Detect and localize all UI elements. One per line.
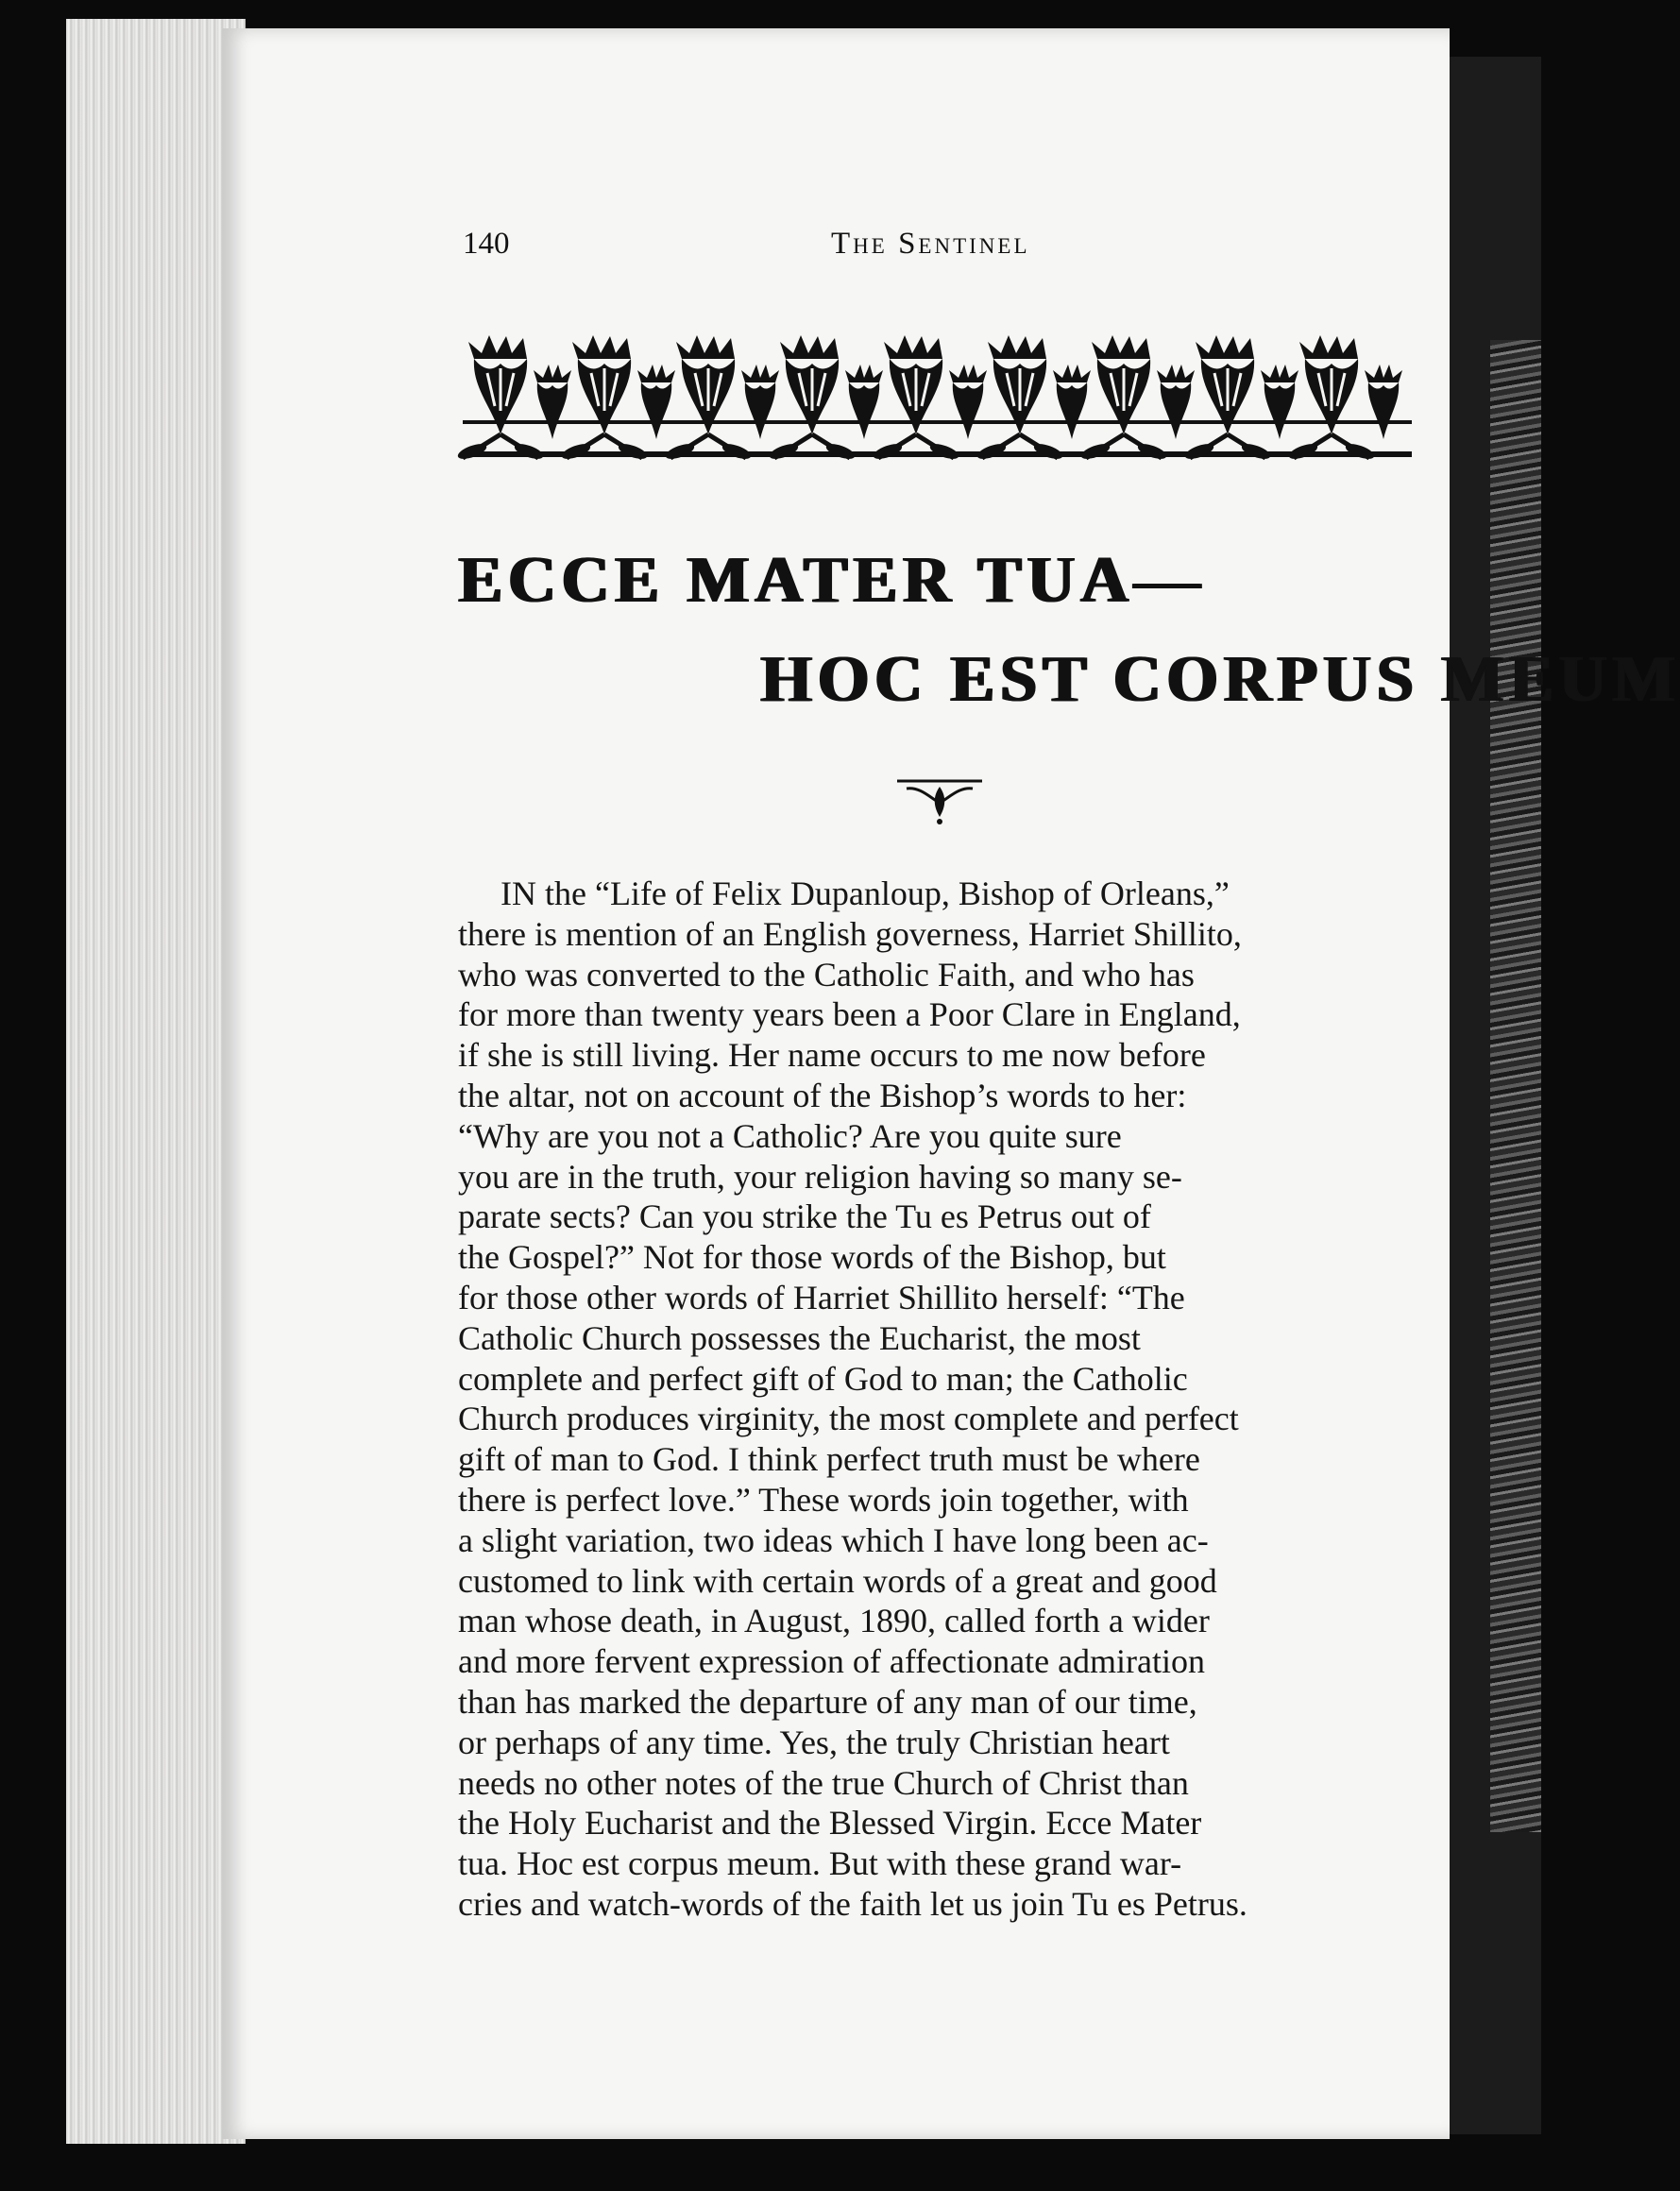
- text-line: customed to link with certain words of a great and good: [458, 1561, 1217, 1600]
- text-line: and more fervent expression of affectionate admiration: [458, 1642, 1206, 1681]
- text-line: there is mention of an English governess, Harriet Shillito,: [458, 914, 1242, 953]
- text-line: IN the “Life of Felix Dupanloup, Bishop of Orleans,”: [501, 875, 1230, 912]
- text-line: Church produces virginity, the most complete and perfect: [458, 1400, 1239, 1438]
- text-line: you are in the truth, your religion having so many se-: [458, 1157, 1182, 1196]
- text-line: than has marked the departure of any man of our time,: [458, 1682, 1197, 1721]
- text-line: tua. Hoc est corpus meum. But with these grand war-: [458, 1844, 1182, 1883]
- book-page-edges: [66, 19, 246, 2144]
- body-text: [458, 874, 1407, 1925]
- text-line: man whose death, in August, 1890, called forth a wider: [458, 1602, 1210, 1640]
- title-line-2: HOC EST CORPUS MEUM: [760, 643, 1680, 716]
- facing-page-photograph: [1490, 340, 1541, 1832]
- text-line: gift of man to God. I think perfect truth must be where: [458, 1440, 1200, 1479]
- fleuron-icon: [897, 770, 982, 826]
- text-line: for those other words of Harriet Shillito herself: “The: [458, 1278, 1185, 1316]
- text-line: who was converted to the Catholic Faith, and who has: [458, 955, 1195, 994]
- running-title: The Sentinel: [831, 227, 1030, 261]
- text-line: the Holy Eucharist and the Blessed Virgin. Ecce Mater: [458, 1804, 1202, 1843]
- floral-border-icon: [463, 331, 1412, 472]
- text-line: complete and perfect gift of God to man; the Catholic: [458, 1359, 1188, 1398]
- text-line: a slight variation, two ideas which I have long been ac-: [458, 1520, 1209, 1559]
- text-line: the altar, not on account of the Bishop’s words to her:: [458, 1076, 1187, 1114]
- page-number: 140: [463, 227, 510, 261]
- text-line: Catholic Church possesses the Eucharist, the most: [458, 1318, 1141, 1357]
- text-line: if she is still living. Her name occurs to me now before: [458, 1036, 1206, 1075]
- text-line: the Gospel?” Not for those words of the Bishop, but: [458, 1238, 1166, 1277]
- text-line: cries and watch-words of the faith let us join Tu es Petrus.: [458, 1884, 1247, 1923]
- text-line: parate sects? Can you strike the Tu es Petrus out of: [458, 1197, 1151, 1236]
- text-line: “Why are you not a Catholic? Are you quite sure: [458, 1116, 1122, 1155]
- title-line-1: ECCE MATER TUA—: [458, 544, 1206, 617]
- text-line: needs no other notes of the true Church of Christ than: [458, 1763, 1189, 1802]
- text-line: for more than twenty years been a Poor Clare in England,: [458, 995, 1241, 1034]
- text-line: or perhaps of any time. Yes, the truly Christian heart: [458, 1723, 1170, 1761]
- text-line: there is perfect love.” These words join together, with: [458, 1480, 1189, 1519]
